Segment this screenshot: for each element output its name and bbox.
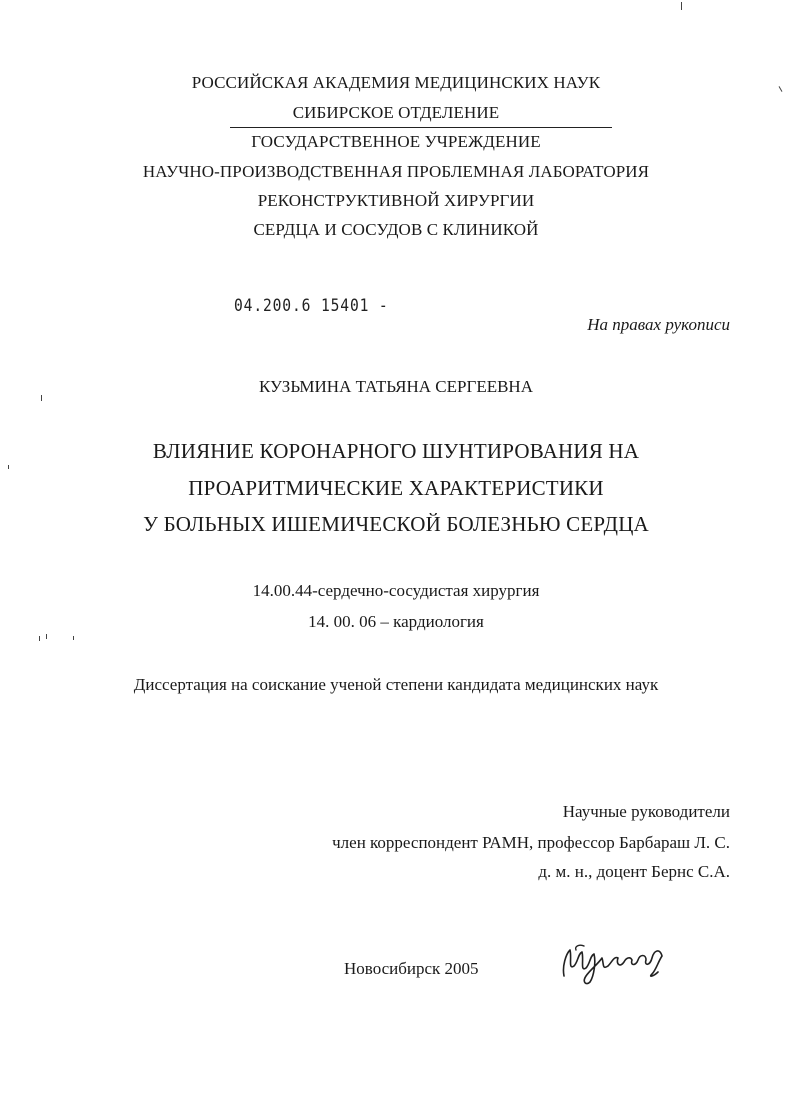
- laboratory-field-2: СЕРДЦА И СОСУДОВ С КЛИНИКОЙ: [253, 220, 539, 239]
- scan-speck: [39, 636, 40, 641]
- signature-icon: [554, 936, 672, 988]
- scan-speck: [41, 395, 42, 401]
- thesis-title-line-2: ПРОАРИТМИЧЕСКИЕ ХАРАКТЕРИСТИКИ: [188, 476, 604, 500]
- supervisors-heading: Научные руководители: [562, 802, 730, 821]
- header-divider: [230, 127, 612, 128]
- supervisor-1: член корреспондент РАМН, профессор Барбараш Л. С.: [332, 833, 730, 852]
- academy-name: РОССИЙСКАЯ АКАДЕМИЯ МЕДИЦИНСКИХ НАУК: [191, 73, 601, 92]
- manuscript-rights-note: На правах рукописи: [587, 315, 730, 334]
- scan-speck: [8, 465, 9, 469]
- specialty-cardiology: 14. 00. 06 – кардиология: [308, 612, 484, 631]
- thesis-title-line-1: ВЛИЯНИЕ КОРОНАРНОГО ШУНТИРОВАНИЯ НА: [152, 439, 640, 463]
- scan-speck: [46, 634, 47, 639]
- registration-number: 04.200.6 15401 -: [234, 296, 389, 316]
- dissertation-statement: Диссертация на соискание ученой степени кандидата медицинских наук: [133, 675, 659, 694]
- scan-speck: [681, 2, 682, 10]
- laboratory-name: НАУЧНО-ПРОИЗВОДСТВЕННАЯ ПРОБЛЕМНАЯ ЛАБОРАТОРИЯ: [142, 162, 650, 181]
- laboratory-field: РЕКОНСТРУКТИВНОЙ ХИРУРГИИ: [257, 191, 535, 210]
- scan-speck: [73, 636, 74, 640]
- specialty-surgery: 14.00.44-сердечно-сосудистая хирургия: [252, 581, 540, 600]
- branch-name: СИБИРСКОЕ ОТДЕЛЕНИЕ: [292, 103, 500, 122]
- institution-type: ГОСУДАРСТВЕННОЕ УЧРЕЖДЕНИЕ: [251, 132, 541, 151]
- supervisor-2: д. м. н., доцент Бернс С.А.: [538, 862, 730, 881]
- city-year: Новосибирск 2005: [344, 959, 479, 978]
- thesis-title-line-3: У БОЛЬНЫХ ИШЕМИЧЕСКОЙ БОЛЕЗНЬЮ СЕРДЦА: [143, 512, 649, 536]
- author-name: КУЗЬМИНА ТАТЬЯНА СЕРГЕЕВНА: [259, 377, 533, 396]
